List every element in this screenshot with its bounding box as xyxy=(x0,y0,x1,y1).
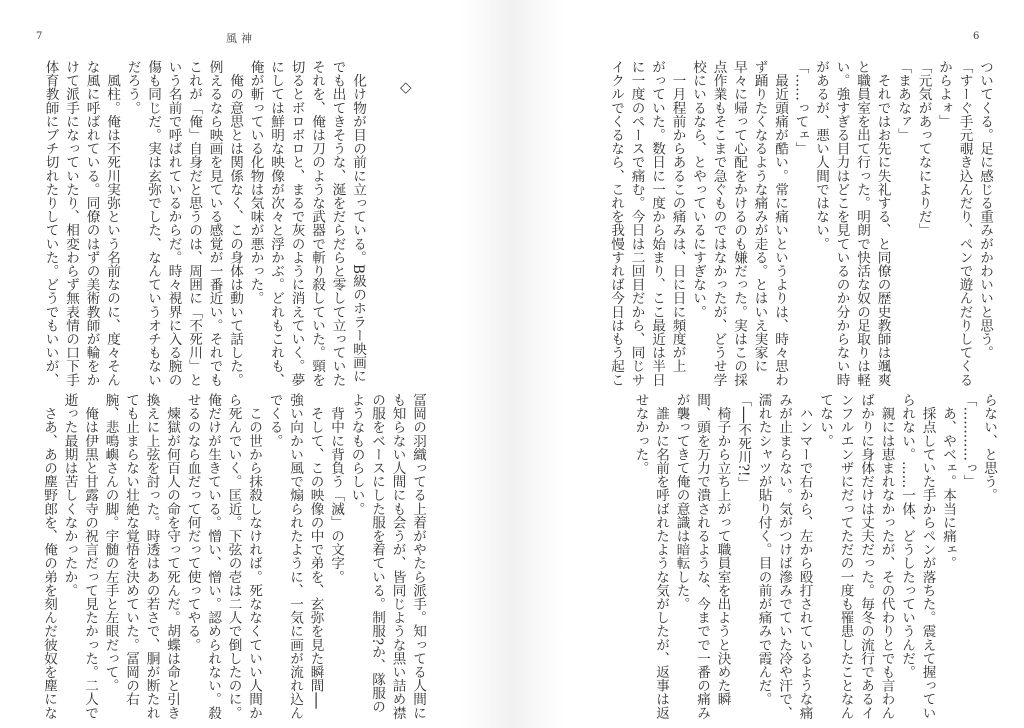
text-line: 腕、悲鳴嶼さんの脚。宇髄の左手と左眼だって。 xyxy=(102,393,119,693)
text-line: 採点していた手からペンが落ちた。震えて握ってい xyxy=(919,393,936,720)
right-page xyxy=(512,0,1024,728)
text-line: だろう。 xyxy=(124,60,141,115)
text-line: 親には恵まれなかったが、その代わりとでも言わん xyxy=(878,393,895,720)
page-number-left: 7 xyxy=(36,31,43,42)
text-line: 早々に帰って心配をかけるのも嫌だった。実はこの採 xyxy=(731,60,747,387)
text-line: 換えに上弦を討った。時透はあの若さで、胴が断たれ xyxy=(143,393,160,720)
text-line: 一月程前からあるこの痛みは、日に日に頻度が上 xyxy=(669,60,686,373)
text-line: も知らない人間にも会うが、皆同じような黒い詰め襟 xyxy=(389,393,406,720)
text-block-right-upper xyxy=(606,60,996,386)
text-block-left-lower xyxy=(39,393,429,719)
text-line: 「まあなァ」 xyxy=(895,60,911,142)
text-line: 風柱。俺は不死川実弥という名前なのに、度々そん xyxy=(104,60,120,387)
text-line: 誰かに名前を呼ばれたような気がしたが、返事は返 xyxy=(653,393,669,720)
running-title: 風神 xyxy=(226,32,256,45)
text-line: あ、やべェ。本当に痛ェ。 xyxy=(940,393,956,570)
text-line: ず踊りたくなるような痛みが走る。とはいえ実家に xyxy=(751,60,768,373)
text-line: 冨岡の羽織ってる上着がやたら派手。知ってる人間に xyxy=(410,393,426,720)
text-line: そして、この映像の中で弟を、玄弥を見た瞬間── xyxy=(307,393,324,709)
text-line: にしては鮮明な映像が次々と浮かぶ。どれもこれも、 xyxy=(268,60,284,387)
text-line: イクルでくるなら、これを我慢すれば今日はもう起こ xyxy=(608,60,624,387)
text-line: 傷も同じだ。実は玄弥でした、なんていうオチもない xyxy=(145,60,161,387)
text-line: な風に呼ばれている。同僚のはずの美術教師が輪をか xyxy=(83,60,100,387)
text-line: でも出てきそうな、涎をだらだらと零して立っていた xyxy=(329,60,346,387)
text-block-right-lower xyxy=(630,393,999,719)
text-line: 「──不死川?!」 xyxy=(735,393,751,491)
text-line: それではお先に失礼する、と同僚の歴史教師は颯爽 xyxy=(874,60,891,387)
text-line: 体育教師にブチ切れたりしていた。どうでもいいが、 xyxy=(42,60,59,387)
text-line: と職員室を出て行った。明朗で快活な奴の足取りは軽 xyxy=(854,60,870,387)
text-line: 濡れたシャツが貼り付く。目の前が痛みで霞んだ。 xyxy=(755,393,772,706)
text-line: せるのなら血だって何だって使ってやる。 xyxy=(184,393,201,652)
text-line: 背中に背負う「滅」の文字。 xyxy=(328,393,344,584)
text-line: い。強すぎる目力はどこを見ているのか分からない時 xyxy=(833,60,850,387)
text-line: 間、頭を万力で潰されるような、今までで一番の痛み xyxy=(694,393,710,720)
text-line: 俺だけが生きている。憎い、憎い。認められない。殺 xyxy=(205,393,221,720)
text-line: ついてくる。足に感じる重みがかわいいと思う。 xyxy=(977,60,993,360)
text-line: これが「俺」自身だと思うのは、周囲に「不死川」と xyxy=(186,60,202,387)
text-line: 最近頭痛が酷い。常に痛いというよりは、時々思わ xyxy=(772,60,788,387)
page-number-right: 6 xyxy=(973,31,980,42)
text-line: の服をベースにした服を着ている。制服?か、隊服の xyxy=(369,393,385,714)
text-line: ようなものらしい。 xyxy=(348,393,365,516)
text-line: 俺は伊黒と甘露寺の祝言だって見たかった。二人で xyxy=(82,393,98,720)
text-line: 「……ってェ」 xyxy=(792,60,809,156)
section-break-diamond: ◇ xyxy=(400,78,412,96)
text-line: 「元気があってなによりだ」 xyxy=(915,60,932,237)
text-line: に一度のペースで痛む。今日は二回目だから、同じサ xyxy=(628,60,645,387)
text-line: 「…………っ」 xyxy=(960,393,977,489)
text-line: けて派手になっていたり、相変わらず無表情の口下手 xyxy=(63,60,79,387)
text-line: でくる。 xyxy=(266,393,283,448)
text-line: てない。 xyxy=(817,393,833,448)
text-line: ら死んでいく。匡近。下弦の壱は二人で倒したのに。 xyxy=(225,393,242,720)
text-line: 例えるなら映画を見ている感覚が一番近い。それでも xyxy=(206,60,223,387)
text-line: が襲ってきて俺の意識は暗転した。 xyxy=(673,393,690,611)
text-line: せなかった。 xyxy=(632,393,649,475)
text-line: 強い向かい風で煽られたように、一気に画が流れ込ん xyxy=(287,393,303,720)
text-line: この世から抹殺しなければ。死ななくていい人間か xyxy=(246,393,262,720)
text-line: 椅子から立ち上がって職員室を出ようと決めた瞬 xyxy=(714,393,731,706)
text-line: みが止まらない。気がつけば滲みでていた冷や汗で、 xyxy=(776,393,792,720)
text-line: いう名前で呼ばれているからだ。時々視界に入る腕の xyxy=(165,60,182,387)
text-line: 「すーぐ手元覗き込んだり、ペンで遊んだりしてくる xyxy=(956,60,973,387)
text-line: 煉獄が何百人の命を守って死んだ。胡蝶は命と引き xyxy=(164,393,180,720)
text-line: ハンマーで右から、左から殴打されているような痛 xyxy=(796,393,813,720)
text-line: それを、俺は刀のような武器で斬り殺していた。頸を xyxy=(309,60,325,387)
text-line: ばかりに身体だけは丈夫だった。毎冬の流行であるイ xyxy=(858,393,874,720)
text-line: 化け物が目の前に立っている。B級のホラー映画に xyxy=(350,60,366,383)
text-line: がっていた。数日に一度から始まり、ここ最近は半日 xyxy=(649,60,665,387)
text-line: からよォ」 xyxy=(936,60,952,128)
text-block-left-upper xyxy=(40,60,368,386)
text-line: 点作業もそこまで急ぐものではなかったが、どうせ学 xyxy=(710,60,727,387)
text-line: 逝った最期は苦しくなかったか。 xyxy=(61,393,78,597)
text-line: 俺が斬っている化物は気味が悪かった。 xyxy=(247,60,264,305)
text-line: 校にいるなら、とやっているにすぎない。 xyxy=(690,60,706,319)
text-line: があるが、悪い人間ではない。 xyxy=(813,60,829,251)
text-line: ンフルエンザにだってただの一度も罹患したことなん xyxy=(837,393,854,720)
text-line: さあ、あの塵野郎を、俺の弟を刻んだ彼奴を塵にな xyxy=(41,393,57,720)
text-line: らない、と思う。 xyxy=(981,393,997,502)
text-line: ても止まらない壮絶な覚悟を決めていた。冨岡の右 xyxy=(123,393,139,706)
text-line: 俺の意思とは関係なく、この身体は動いて話した。 xyxy=(227,60,243,387)
text-line: られない。……一体、どうしたっていうんだ。 xyxy=(899,393,915,679)
text-line: 切るとボロボロと、まるで灰のように消えていく。夢 xyxy=(288,60,305,387)
